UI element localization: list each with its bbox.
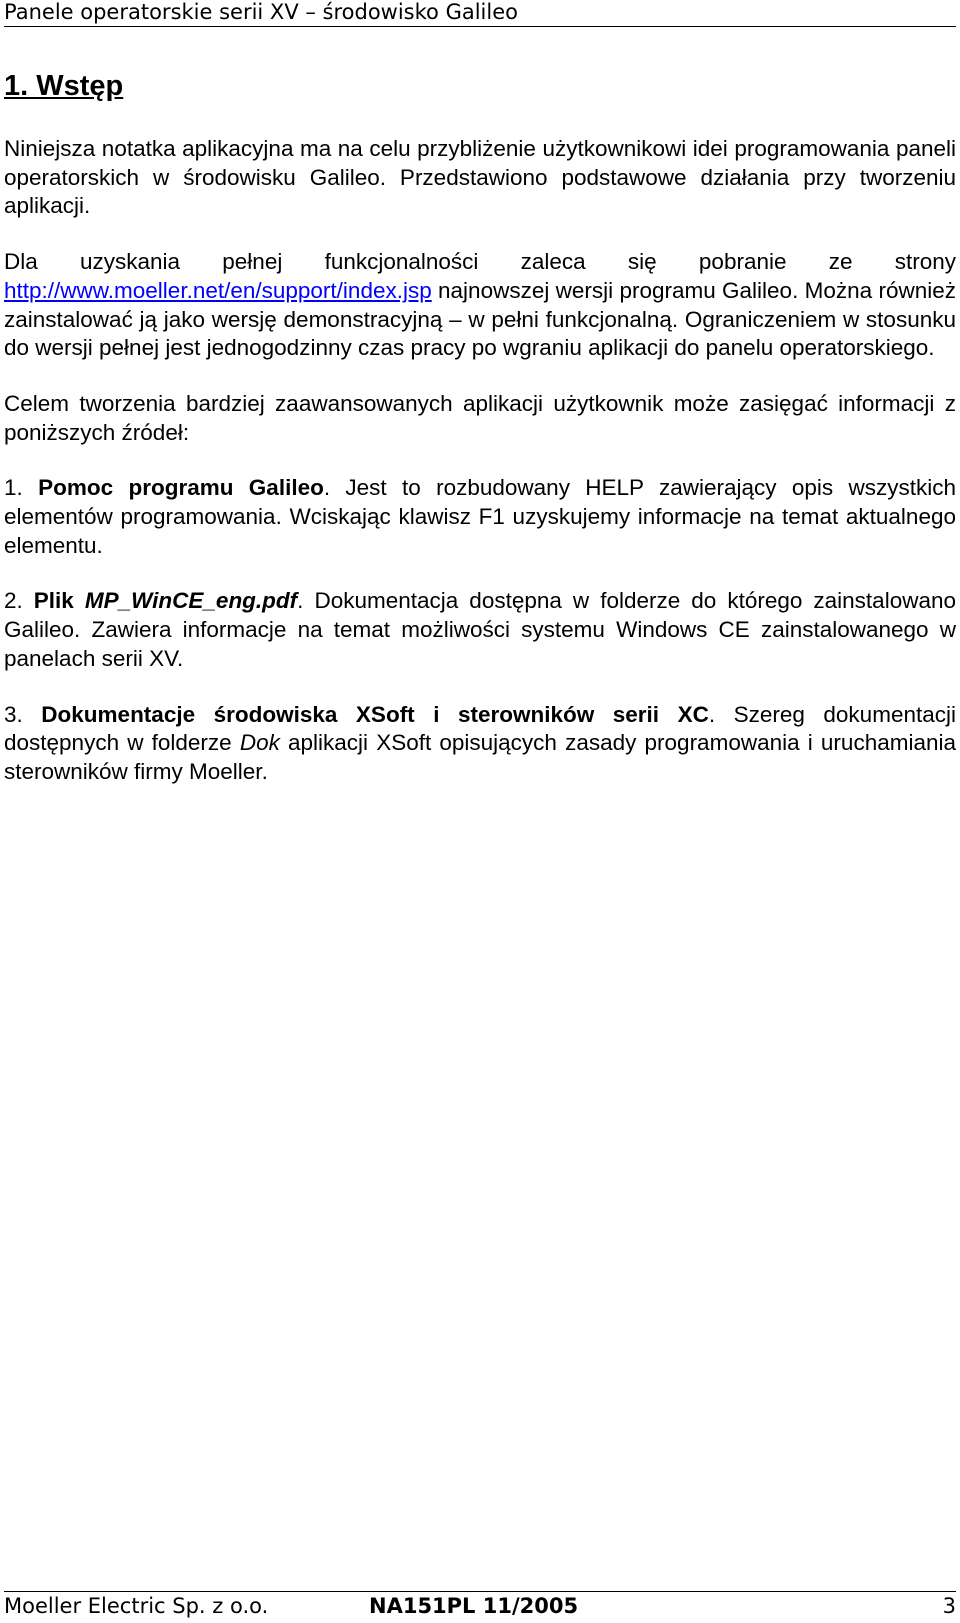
footer-page-number: 3 [942,1594,956,1618]
source-number: 3. [4,701,42,727]
footer-document-id: NA151PL 11/2005 [369,1594,579,1618]
source-file-name: MP_WinCE_eng.pdf [84,588,298,614]
source-title-prefix: Plik [33,588,85,614]
source-folder-name: Dok [239,730,280,756]
source-title: Dokumentacje środowiska XSoft i sterowników serii XC [41,701,709,727]
source-description-after: aplikacji XSoft opisujących zasady programowania i uruchamiania sterowników firmy Moeller. [4,730,956,784]
source-item-xsoft-docs [4,701,956,787]
source-description: . Jest to rozbudowany HELP zawierający opis wszystkich elementów programowania. Wciskając klawisz F1 uzyskujemy informacje na temat aktualnego elementu. [4,475,956,558]
footer-company: Moeller Electric Sp. z o.o. [4,1594,269,1618]
sources-intro-paragraph: Celem tworzenia bardziej zaawansowanych aplikacji użytkownik może zasięgać informacji z poniższych źródeł: [4,390,956,445]
source-number: 2. [4,588,34,614]
download-text-after: najnowszej wersji programu Galileo. Można również zainstalować ją jako wersję demonstracyjną – w pełni funkcjonalną. Ograniczeniem w stosunku do wersji pełnej jest jednogodzinny czas pracy po wgraniu aplikacji do panelu operatorskiego. [4,277,956,361]
intro-paragraph: Niniejsza notatka aplikacyjna ma na celu przybliżenie użytkownikowi idei programowania paneli operatorskich w środowisku Galileo. Przedstawiono podstawowe działania przy tworzeniu aplikacji. [4,136,956,219]
download-paragraph [4,248,956,363]
source-item-galileo-help [4,474,956,560]
moeller-support-link[interactable]: http://www.moeller.net/en/support/index.jsp [4,277,432,303]
page-footer [4,1591,956,1618]
source-title: Pomoc programu Galileo [38,475,324,501]
header-title: Panele operatorskie serii XV – środowisko Galileo [4,0,518,24]
source-number: 1. [4,475,39,501]
download-text-before: Dla uzyskania pełnej funkcjonalności zaleca się pobranie ze strony [4,249,956,275]
section-heading: 1. Wstęp [4,70,124,102]
source-description: . Dokumentacja dostępna w folderze do którego zainstalowano Galileo. Zawiera informacje na temat możliwości systemu Windows CE zainstalowanego w panelach serii XV. [4,588,956,671]
source-description-before: . Szereg dokumentacji dostępnych w folderze [4,701,956,756]
page-header [4,0,956,27]
source-item-wince-pdf [4,587,956,673]
page-content [4,68,956,814]
